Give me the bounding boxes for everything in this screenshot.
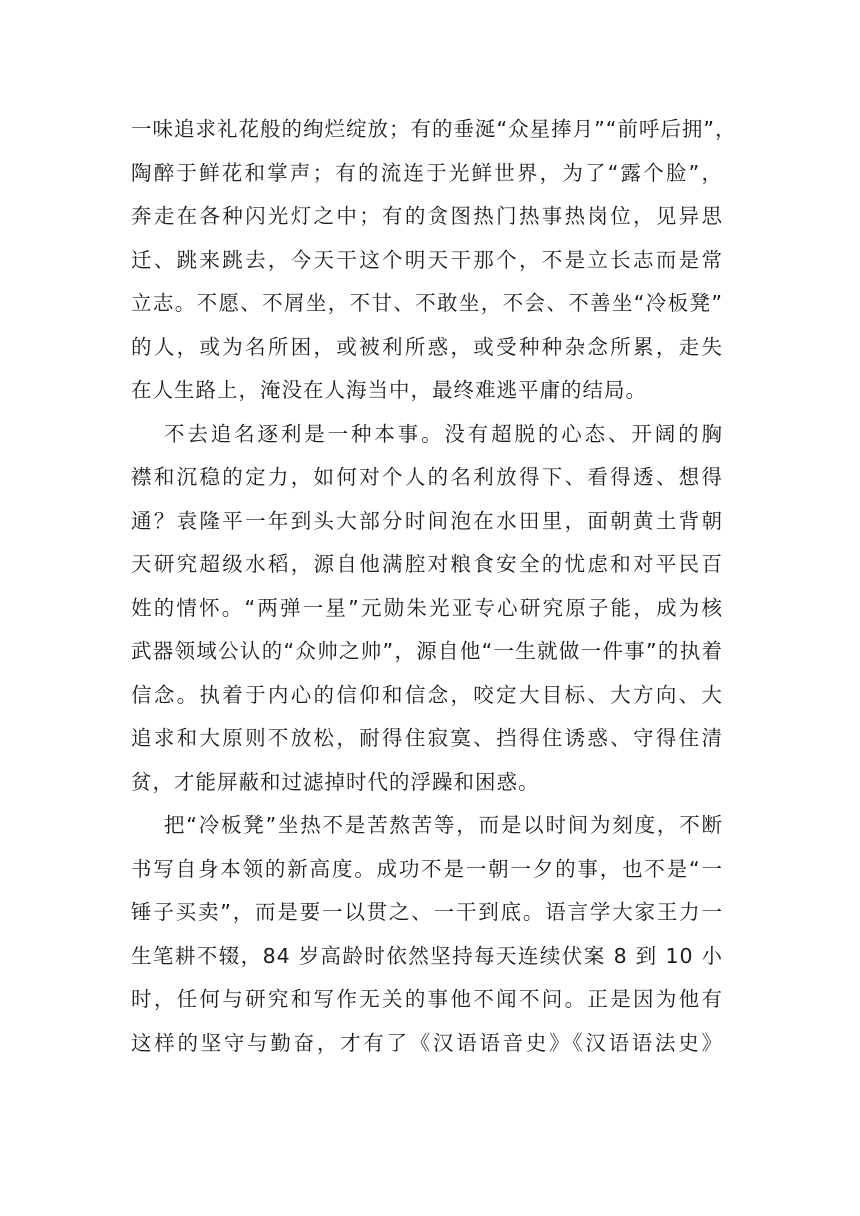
- text-line: 陶醉于鲜花和掌声；有的流连于光鲜世界，为了“露个脸”，: [131, 160, 723, 185]
- paragraph-2: [131, 413, 723, 805]
- text-line: 在人生路上，淹没在人海当中，最终难逃平庸的结局。: [131, 378, 647, 402]
- text-line: 贫，才能屏蔽和过滤掉时代的浮躁和困惑。: [131, 769, 540, 794]
- text-line: 把“冷板凳”坐热不是苦熬苦等，而是以时间为刻度，不断: [164, 813, 723, 837]
- text-line: 立志。不愿、不屑坐，不甘、不敢坐，不会、不善坐“冷板凳”: [131, 291, 723, 315]
- text-line: 襟和沉稳的定力，如何对个人的名利放得下、看得透、想得: [131, 465, 723, 489]
- text-line: 迁、跳来跳去，今天干这个明天干那个，不是立长志而是常: [131, 247, 723, 272]
- text-line: 生笔耕不辍，84 岁高龄时依然坚持每天连续伏案 8 到 10 小: [131, 943, 723, 968]
- text-line: 的人，或为名所困，或被利所惑，或受种种杂念所累，走失: [131, 334, 723, 359]
- text-line: 这样的坚守与勤奋，才有了《汉语语音史》《汉语语法史》: [131, 1030, 723, 1055]
- text-line: 信念。执着于内心的信仰和信念，咬定大目标、大方向、大: [131, 682, 723, 707]
- text-line: 奔走在各种闪光灯之中；有的贪图热门热事热岗位，见异思: [131, 204, 723, 228]
- text-line: 追求和大原则不放松，耐得住寂寞、挡得住诱惑、守得住清: [131, 726, 723, 750]
- text-line: 通？袁隆平一年到头大部分时间泡在水田里，面朝黄土背朝: [131, 508, 723, 533]
- text-line: 姓的情怀。“两弹一星”元勋朱光亚专心研究原子能，成为核: [131, 595, 723, 620]
- paragraph-1: [131, 108, 737, 413]
- text-line: 武器领域公认的“众帅之帅”，源自他“一生就做一件事”的执着: [131, 639, 723, 663]
- text-line: 时，任何与研究和写作无关的事他不闻不问。正是因为他有: [131, 987, 723, 1011]
- text-line: 天研究超级水稻，源自他满腔对粮食安全的忧虑和对平民百: [131, 552, 723, 576]
- text-line: 锤子买卖”，而是要一以贯之、一干到底。语言学大家王力一: [131, 900, 723, 924]
- body-text: [131, 108, 737, 1065]
- text-line: 书写自身本领的新高度。成功不是一朝一夕的事，也不是“一: [131, 856, 723, 881]
- text-line: 不去追名逐利是一种本事。没有超脱的心态、开阔的胸: [164, 421, 723, 446]
- text-line: 一味追求礼花般的绚烂绽放；有的垂涎“众星捧月”“前呼后拥”，: [131, 117, 737, 141]
- paragraph-3: [131, 804, 723, 1065]
